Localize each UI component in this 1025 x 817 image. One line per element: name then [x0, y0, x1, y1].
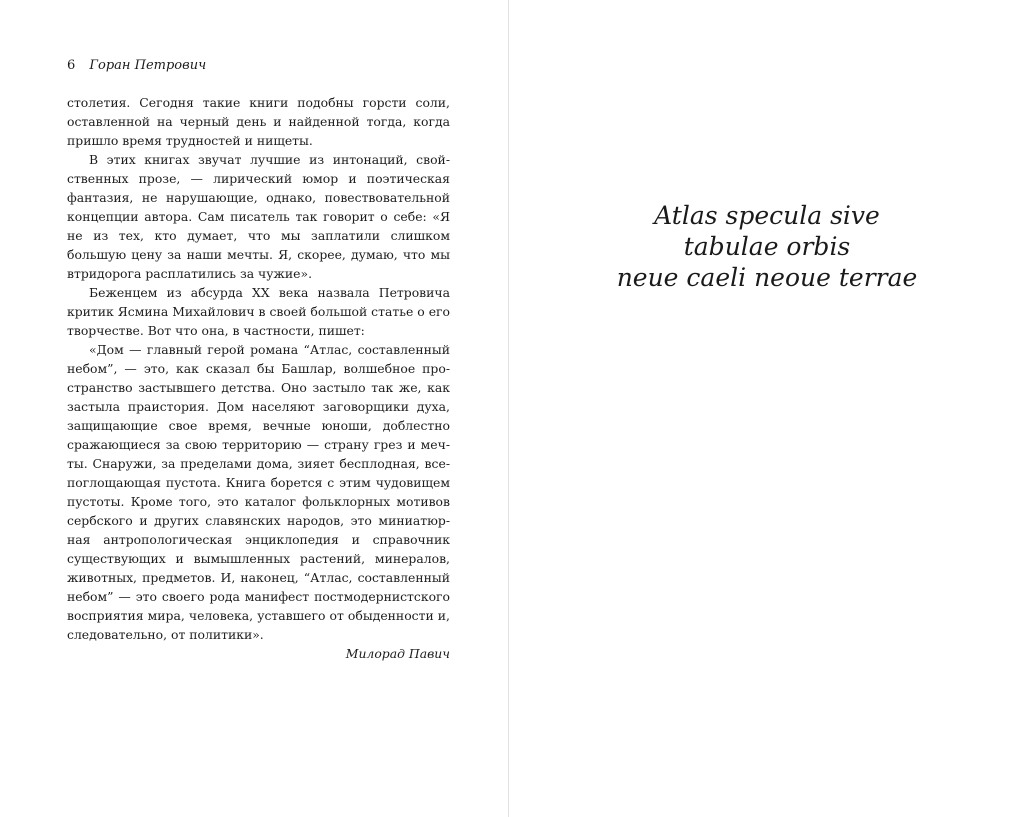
epigraph-line: tabulae orbis: [683, 232, 851, 261]
quote-signature: Милорад Павич: [345, 646, 450, 661]
page-number: 6: [67, 58, 76, 73]
epigraph-line: Atlas specula sive: [654, 201, 880, 230]
body-text: [67, 93, 450, 663]
paragraph-refugee: Беженцем из абсурда XX века назвала Петровича критик Ясмина Михайлович в своей большой статье о его творчестве. Вот что она, в частности, пишет:: [67, 285, 450, 338]
running-head: [67, 58, 206, 74]
running-head-author: Горан Петрович: [89, 58, 207, 73]
epigraph-line: neue caeli neoue terrae: [616, 263, 918, 292]
paragraph-intonations: В этих книгах звучат лучшие из интонаций, свойственных прозе, — лирический юмор и поэтическая фантазия, не нарушающие, однако, повествовательной концепции автора. Сам писатель так говорит о себе: «Я не из тех, кто думает, что мы заплатили слишком большую цену за наши мечты. Я, скорее, думаю, что мы втридорога расплатились за чужие».: [67, 152, 450, 281]
left-page: [0, 0, 508, 817]
right-page: [509, 0, 1025, 817]
paragraph-continuation: столетия. Сегодня такие книги подобны горсти соли, оставленной на черный день и найденной тогда, когда пришло время трудностей и нищеты.: [67, 95, 450, 148]
paragraph-quote: «Дом — главный герой романа “Атлас, составленный небом”, — это, как сказал бы Башлар, волшебное пространство застывшего детства. Оно застыло так же, как застыла праистория. Дом населяют заговорщики духа, защищающие свое время, вечные юноши, доблестно сражающиеся за свою территорию — страну грез и мечты. Снаружи, за пределами дома, зияет бесплодная, всепоглощающая пустота. Книга борется с этим чудовищем пустоты. Кроме того, это каталог фольклорных мотивов сербского и других славянских народов, это миниатюрная антропологическая энциклопедия и справочник существующих и вымышленных растений, минералов, животных, предметов. И, наконец, “Атлас, составленный небом” — это своего рода манифест постмодернистского восприятия мира, человека, уставшего от обыденности и, следовательно, от политики».: [67, 342, 450, 642]
latin-epigraph: [509, 200, 1025, 293]
